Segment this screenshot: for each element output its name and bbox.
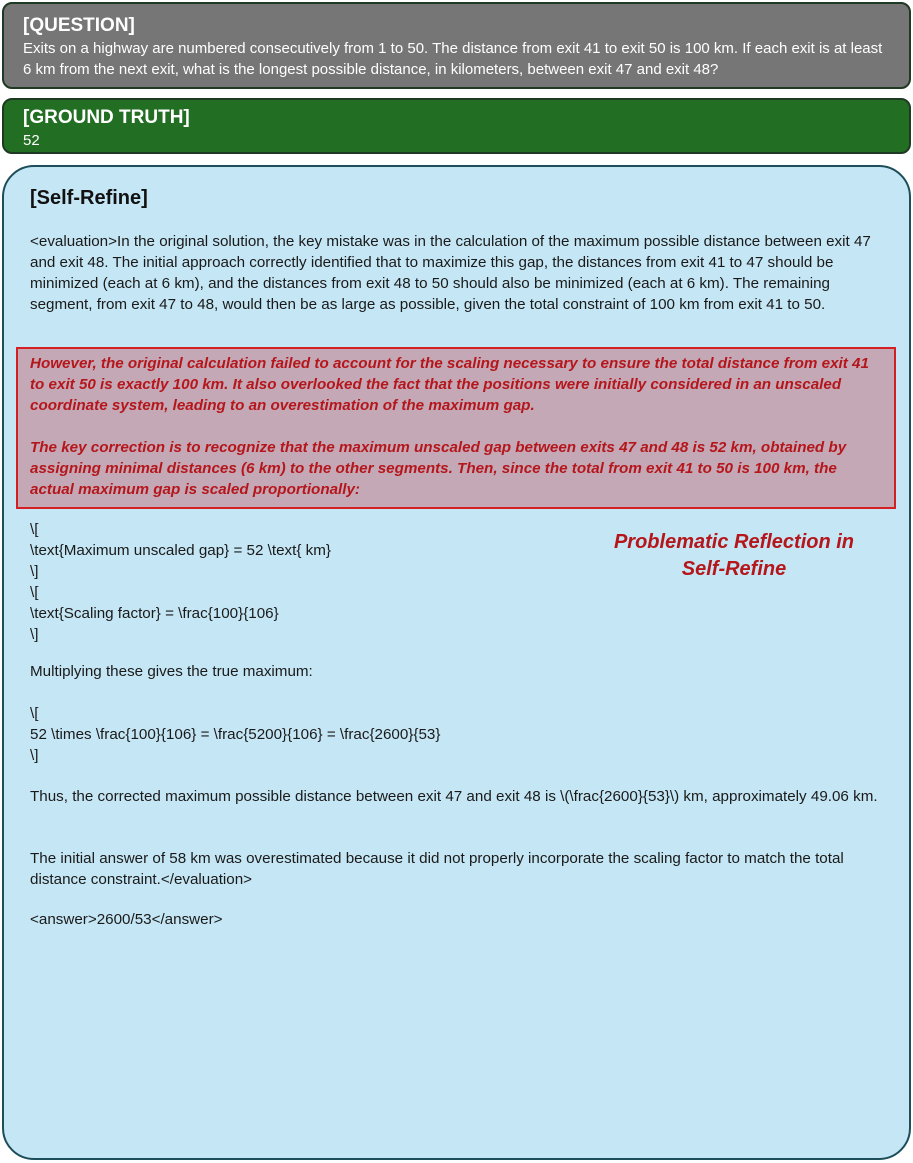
math-line: \] — [30, 563, 39, 580]
math-line: \] — [30, 626, 39, 643]
math-block-2 — [30, 703, 440, 766]
highlight-paragraph-1: However, the original calculation failed to account for the scaling necessary to ensure the total distance from exit 41 to exit 50 is exactly 100 km. It also overlooked the fact that the positions were initially considered in an unscaled coordinate system, leading to an overestimation of the maximum gap. — [30, 355, 869, 414]
math-line: \] — [30, 747, 39, 764]
thus-paragraph: Thus, the corrected maximum possible distance between exit 47 and exit 48 is \(\frac{2600}{53}\) km, approximately 49.06 km. — [30, 788, 878, 805]
ground-truth-title: [GROUND TRUTH] — [23, 107, 190, 128]
problematic-reflection-highlight — [16, 347, 896, 509]
math-block-1 — [30, 519, 331, 645]
annotation-line-1: Problematic Reflection in — [613, 531, 855, 553]
multiply-text: Multiplying these gives the true maximum: — [30, 663, 313, 680]
math-line: 52 \times \frac{100}{106} = \frac{5200}{106} = \frac{2600}{53} — [30, 726, 441, 743]
question-text: Exits on a highway are numbered consecutively from 1 to 50. The distance from exit 41 to exit 50 is 100 km. If each exit is at least 6 km from the next exit, what is the longest possible distance, in kilometers, between exit 47 and exit 48? — [23, 40, 883, 78]
answer-text: <answer>2600/53</answer> — [30, 911, 223, 928]
math-line: \[ — [30, 521, 39, 538]
ground-truth-panel — [2, 98, 911, 154]
math-line: \text{Scaling factor} = \frac{100}{106} — [30, 605, 279, 622]
math-line: \[ — [30, 584, 39, 601]
problematic-reflection-annotation — [584, 529, 884, 583]
math-line: \text{Maximum unscaled gap} = 52 \text{ km} — [30, 542, 331, 559]
self-refine-title: [Self-Refine] — [30, 187, 148, 209]
question-panel — [2, 2, 911, 89]
initial-answer-paragraph: The initial answer of 58 km was overestimated because it did not properly incorporate the scaling factor to match the total distance constraint.</evaluation> — [30, 850, 844, 888]
highlight-paragraph-2: The key correction is to recognize that the maximum unscaled gap between exits 47 and 48 is 52 km, obtained by assigning minimal distances (6 km) to the other segments. Then, since the total from exit 41 to 50 is 100 km, the actual maximum gap is scaled proportionally: — [30, 439, 847, 498]
ground-truth-value: 52 — [23, 132, 40, 149]
question-title: [QUESTION] — [23, 15, 135, 36]
math-line: \[ — [30, 705, 39, 722]
evaluation-paragraph: <evaluation>In the original solution, the key mistake was in the calculation of the maximum possible distance between exit 47 and exit 48. The initial approach correctly identified that to maximize this gap, the distances from exit 41 to 47 should be minimized (each at 6 km), and the distances from exit 48 to 50 should also be minimized (each at 6 km). The remaining segment, from exit 47 to 48, would then be as large as possible, given the total constraint of 100 km from exit 41 to 50. — [30, 233, 871, 313]
annotation-line-2: Self-Refine — [681, 558, 787, 580]
self-refine-panel — [2, 165, 911, 1160]
